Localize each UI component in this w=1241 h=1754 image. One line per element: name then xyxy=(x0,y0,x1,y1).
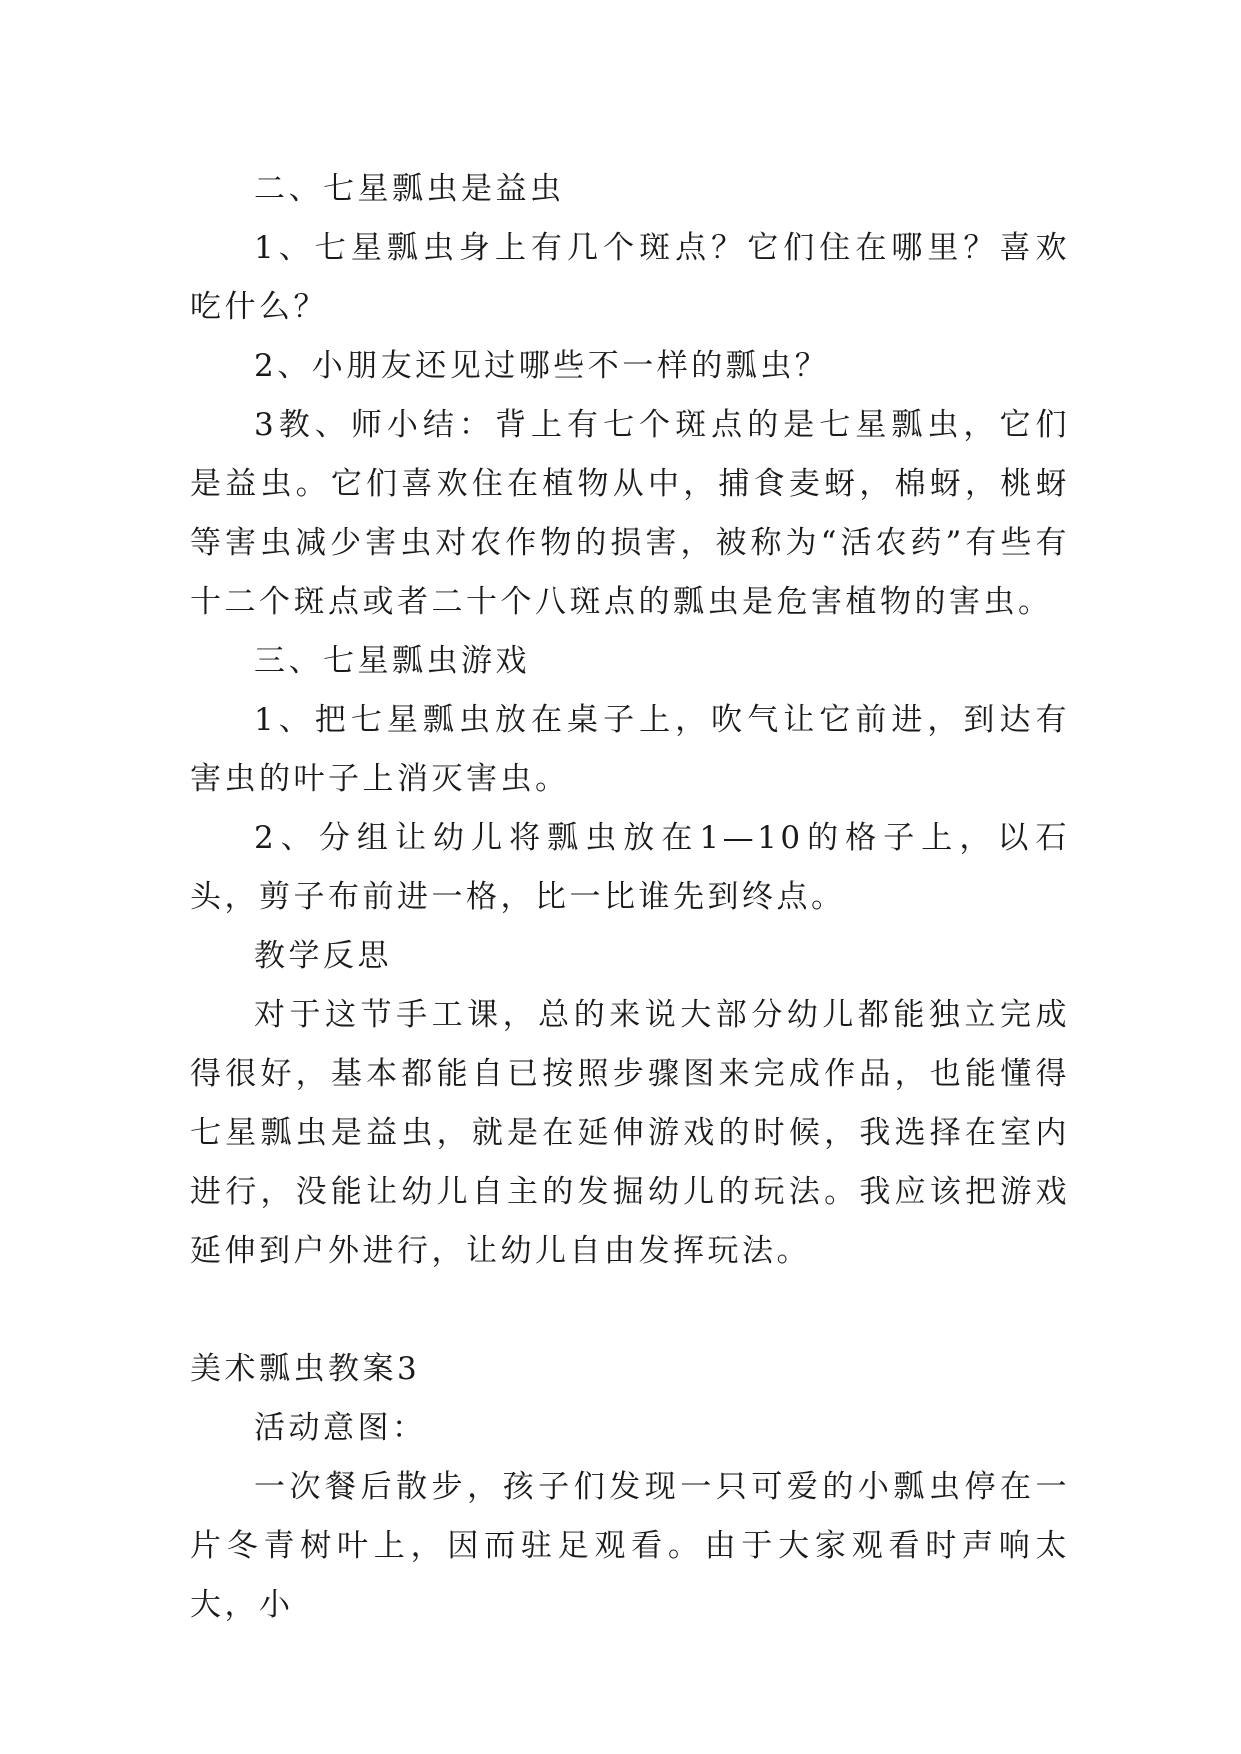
paragraph: 二、七星瓢虫是益虫 xyxy=(254,171,565,207)
paragraph: 2、小朋友还见过哪些不一样的瓢虫？ xyxy=(254,348,830,384)
document-body xyxy=(190,160,1070,1635)
paragraph: 对于这节手工课，总的来说大部分幼儿都能独立完成得很好，基本都能自已按照步骤图来完成作品，也能懂得七星瓢虫是益虫，就是在延伸游戏的时候，我选择在室内进行，没能让幼儿自主的发掘幼儿的玩法。我应该把游戏延伸到户外进行，让幼儿自由发挥玩法。 xyxy=(190,997,1070,1269)
section-title: 美术瓢虫教案3 xyxy=(190,1351,421,1387)
paragraph: 3教、师小结：背上有七个斑点的是七星瓢虫，它们是益虫。它们喜欢住在植物从中，捕食麦蚜，棉蚜，桃蚜等害虫减少害虫对农作物的损害，被称为“活农药”有些有十二个斑点或者二十个八斑点的瓢虫是危害植物的害虫。 xyxy=(190,407,1070,620)
paragraph: 三、七星瓢虫游戏 xyxy=(254,643,530,679)
paragraph: 1、把七星瓢虫放在桌子上，吹气让它前进，到达有害虫的叶子上消灭害虫。 xyxy=(190,702,1070,797)
paragraph: 2、分组让幼儿将瓢虫放在1—10的格子上，以石头，剪子布前进一格，比一比谁先到终点。 xyxy=(190,820,1070,915)
paragraph: 1、七星瓢虫身上有几个斑点？它们住在哪里？喜欢吃什么？ xyxy=(190,230,1070,325)
paragraph: 一次餐后散步，孩子们发现一只可爱的小瓢虫停在一片冬青树叶上，因而驻足观看。由于大家观看时声响太大，小 xyxy=(190,1469,1070,1623)
paragraph: 教学反思 xyxy=(254,938,392,974)
paragraph: 活动意图： xyxy=(254,1410,427,1446)
section-gap xyxy=(190,1281,1070,1340)
